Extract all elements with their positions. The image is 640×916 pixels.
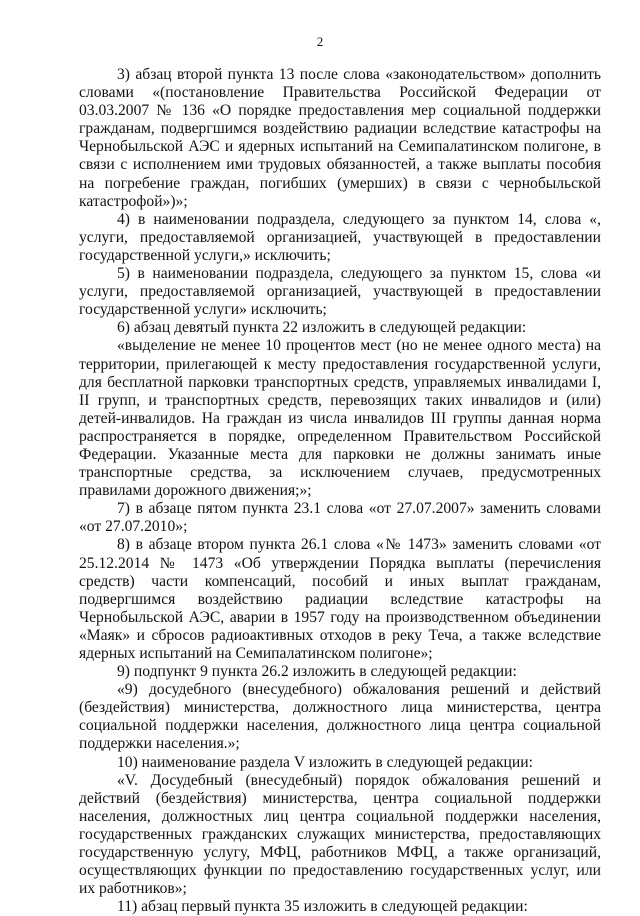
paragraph-item-7: 7) в абзаце пятом пункта 23.1 слова «от 27.07.2007» заменить словами «от 27.07.2010»; xyxy=(79,500,601,536)
paragraph-item-6: 6) абзац девятый пункта 22 изложить в следующей редакции: xyxy=(117,319,527,337)
paragraph-item-4: 4) в наименовании подраздела, следующего за пунктом 14, слова «, услуги, предоставляемой организацией, участвующей в предоставлении государственной услуги,» исключить; xyxy=(79,210,601,264)
document-body xyxy=(79,66,601,916)
paragraph-item-10-text: «V. Досудебный (внесудебный) порядок обжалования решений и действий (бездействия) министерства, центра социальной поддержки населения, должностных лиц центра социальной поддержки населения, государственных гражданских служащих министерства, предоставляющих государственную услугу, МФЦ, работников МФЦ, а также организаций, осуществляющих функции по предоставлению государственных услуг, или их работников»; xyxy=(79,771,601,898)
paragraph-item-6-text: «выделение не менее 10 процентов мест (но не менее одного места) на территории, прилегающей к месту предоставления государственной услуги, для бесплатной парковки транспортных средств, управляемых инвалидами I, II групп, и транспортных средств, перевозящих таких инвалидов и (или) детей-инвалидов. На граждан из числа инвалидов III группы данная норма распространяется в порядке, определенном Правительством Российской Федерации. Указанные места для парковки не должны занимать иные транспортные средства, за исключением случаев, предусмотренных правилами дорожного движения;»; xyxy=(79,337,601,500)
paragraph-item-10: 10) наименование раздела V изложить в следующей редакции: xyxy=(117,753,533,771)
paragraph-item-5: 5) в наименовании подраздела, следующего за пунктом 15, слова «и услуги, предоставляемой организацией, участвующей в предоставлении государственной услуги» исключить; xyxy=(79,265,601,319)
paragraph-item-3: 3) абзац второй пункта 13 после слова «законодательством» дополнить словами «(постановление Правительства Российской Федерации от 03.03.2007 № 136 «О порядке предоставления мер социальной поддержки гражданам, подвергшимся воздействию радиации вследствие катастрофы на Чернобыльской АЭС и ядерных испытаний на Семипалатинском полигоне, в связи с исполнением ими трудовых обязанностей, а также выплаты пособия на погребение граждан, погибших (умерших) в связи с чернобыльской катастрофой»)»; xyxy=(79,66,601,210)
paragraph-item-9: 9) подпункт 9 пункта 26.2 изложить в следующей редакции: xyxy=(117,663,517,681)
paragraph-item-9-text: «9) досудебного (внесудебного) обжалования решений и действий (бездействия) министерства, должностного лица министерства, центра социальной поддержки населения, должностного лица центра социальной поддержки населения.»; xyxy=(79,681,601,753)
paragraph-item-8: 8) в абзаце втором пункта 26.1 слова «№ 1473» заменить словами «от 25.12.2014 № 1473 «Об утверждении Порядка выплаты (перечисления средств) части компенсаций, пособий и иных выплат гражданам, подвергшимся воздействию радиации вследствие катастрофы на Чернобыльской АЭС, аварии в 1957 году на производственном объединении «Маяк» и сбросов радиоактивных отходов в реку Теча, а также вследствие ядерных испытаний на Семипалатинском полигоне»; xyxy=(79,536,601,662)
paragraph-item-11: 11) абзац первый пункта 35 изложить в следующей редакции: xyxy=(117,898,528,916)
page-number: 2 xyxy=(316,34,324,49)
